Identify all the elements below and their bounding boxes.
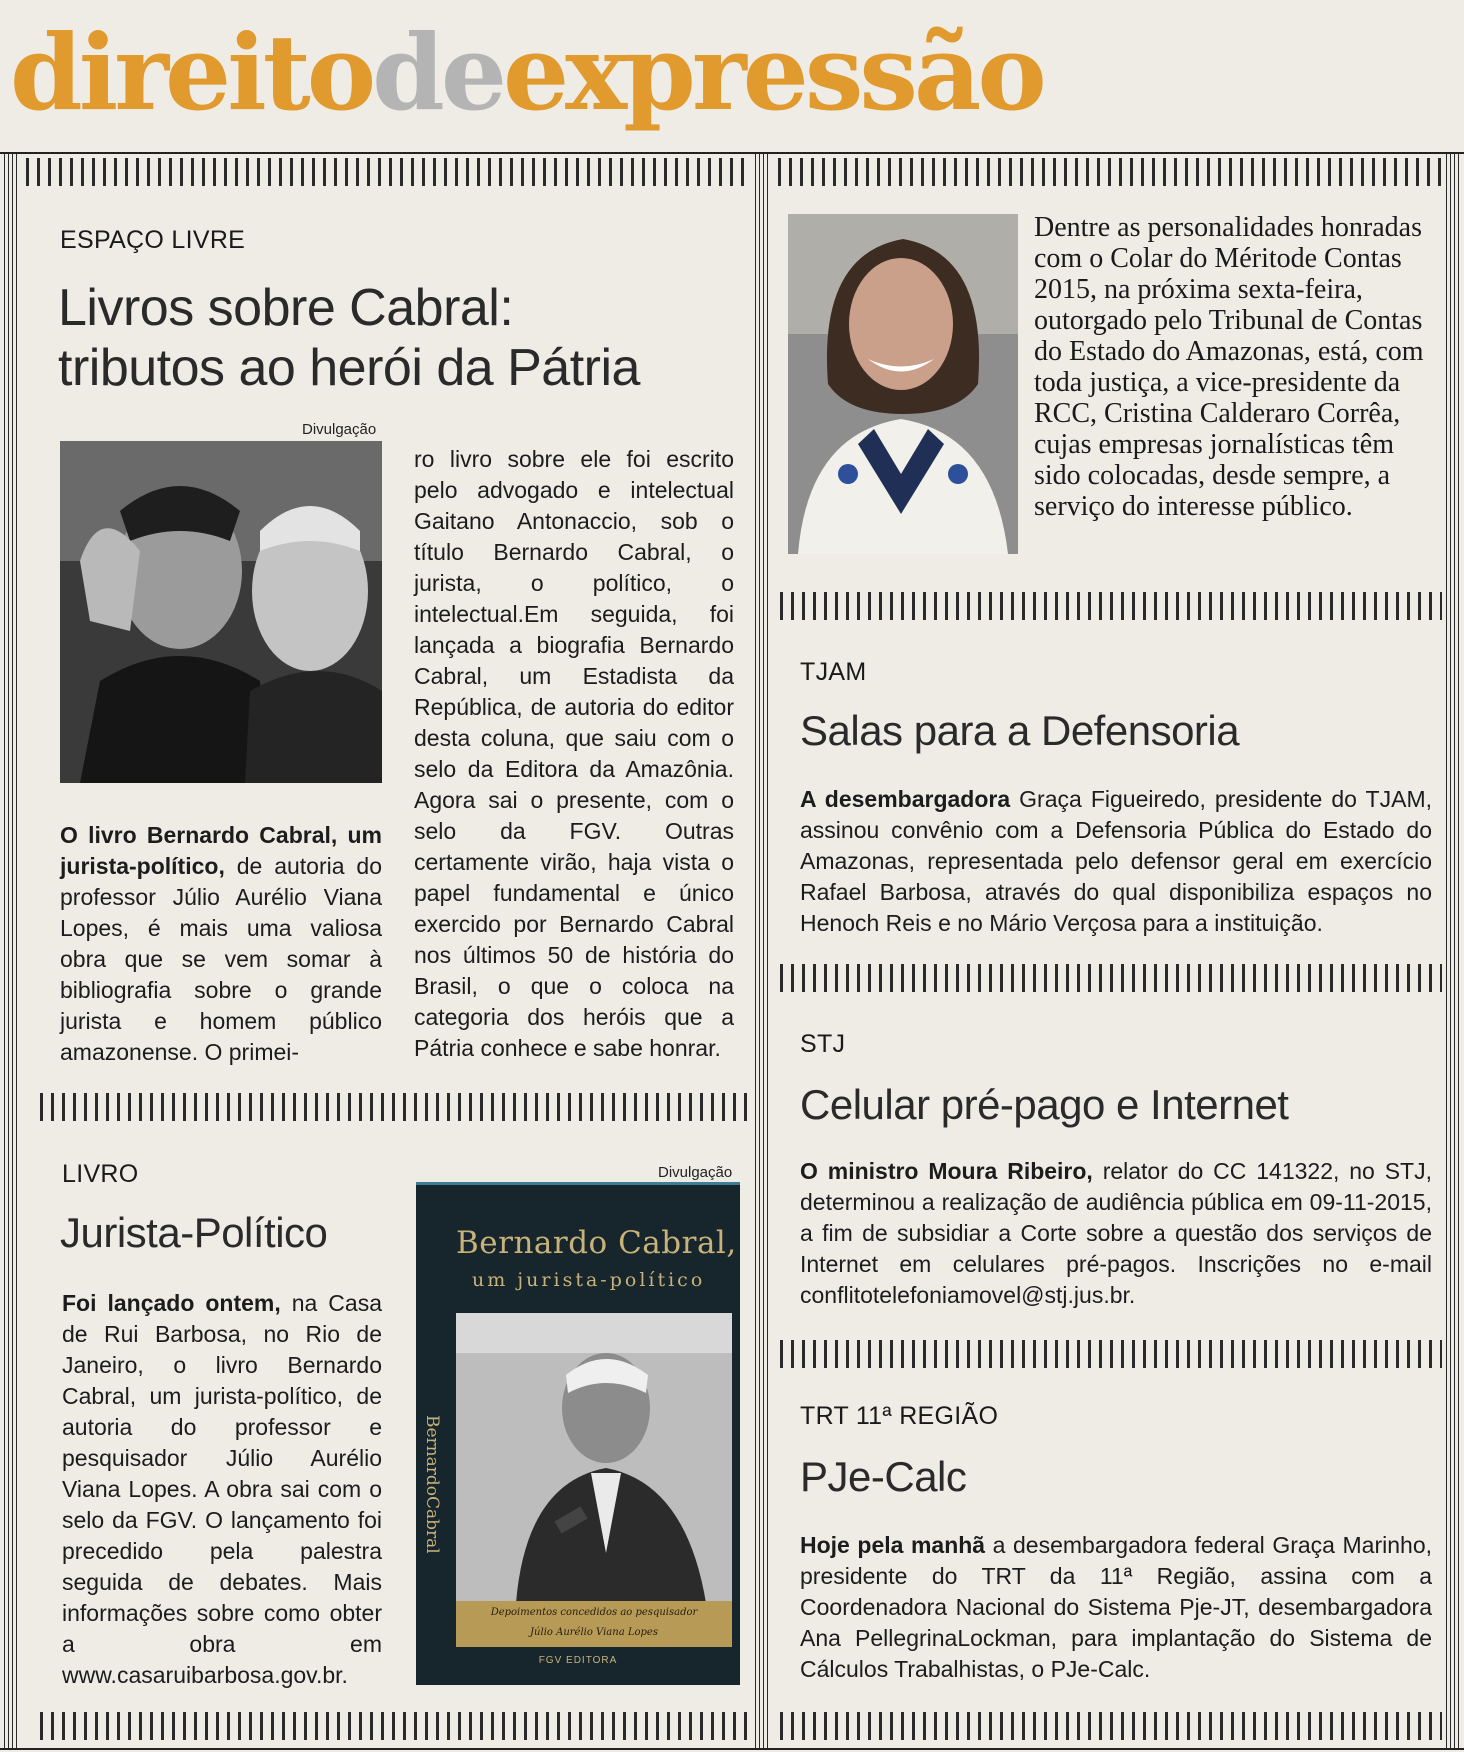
tjam-lead-bold: A desembargadora: [800, 786, 1011, 812]
rule-mid-left: [40, 1093, 750, 1121]
masthead-part-expressao: expressão: [503, 11, 1043, 134]
espaco-livre-kicker: ESPAÇO LIVRE: [60, 226, 246, 254]
trt-kicker: TRT 11ª REGIÃO: [800, 1402, 999, 1430]
espaco-livre-headline-line2: tributos ao herói da Pátria: [58, 339, 640, 397]
cabral-conversation-photo: [60, 441, 382, 783]
masthead-title: [10, 11, 1043, 134]
book-subtitle: um jurista-político: [472, 1269, 706, 1291]
stj-kicker: STJ: [800, 1030, 846, 1058]
espaco-livre-left-body: de autoria do professor Júlio Aurélio Viana Lopes, é mais uma valiosa obra que se vem somar à bibliografia sobre o grande jurista e homem público amazonense. O primei-: [60, 853, 382, 1065]
livro-text: [62, 1288, 382, 1691]
espaco-livre-left-text: [60, 820, 382, 1068]
book-cover-image: [416, 1182, 740, 1685]
book-band-line2: Júlio Aurélio Viana Lopes: [530, 1627, 658, 1638]
tjam-kicker: TJAM: [800, 658, 867, 686]
rule-bottom-right: [780, 1712, 1442, 1740]
rule-right-3: [780, 1340, 1442, 1368]
book-band: [456, 1601, 732, 1647]
frame-bottom-line: [0, 1748, 1464, 1750]
book-cover-photo: [456, 1313, 732, 1603]
masthead-part-de: de: [372, 11, 503, 134]
tjam-headline: Salas para a Defensoria: [800, 707, 1240, 754]
espaco-livre-headline: [58, 278, 748, 398]
trt-headline: PJe-Calc: [800, 1453, 967, 1500]
livro-photo-credit: Divulgação: [658, 1164, 733, 1181]
livro-lead-bold: Foi lançado ontem,: [62, 1290, 281, 1316]
rule-right-2: [780, 964, 1442, 992]
stj-text: [800, 1156, 1432, 1311]
trt-body: a desembargadora federal Graça Marinho, presidente do TRT da 11ª Região, assina com a Coordenadora Nacional do Sistema Pje-JT, desembargadora Ana PellegrinaLockman, para implantação do Sistema de Cálculos Trabalhistas, o PJe-Calc.: [800, 1532, 1433, 1682]
trt-lead-bold: Hoje pela manhã: [800, 1532, 986, 1558]
rule-bottom-left: [40, 1712, 750, 1740]
espaco-livre-photo-credit: Divulgação: [302, 421, 377, 438]
trt-text: [800, 1530, 1432, 1685]
stj-headline: Celular pré-pago e Internet: [800, 1081, 1289, 1128]
livro-headline: Jurista-Político: [60, 1209, 328, 1256]
espaco-livre-right-text: ro livro sobre ele foi escrito pelo advogado e intelectual Gaitano Antonaccio, sob o título Bernardo Cabral, o jurista, o político, o intelectual.Em seguida, foi lançada a biografia Bernardo Cabral, um Estadista da República, de autoria do editor desta coluna, que saiu com o selo da Editora da Amazônia. Agora sai o presente, com o selo da FGV. Outras certamente virão, haja vista o papel fundamental e único exercido por Bernardo Cabral nos últimos 50 de história do Brasil, o que o coloca na categoria dos heróis que a Pátria conhece e sabe honrar.: [414, 446, 734, 1061]
book-spine-text: BernardoCabral: [422, 1415, 442, 1554]
cristina-calderaro-photo: [788, 214, 1018, 554]
book-band-line1: Depoimentos concedidos ao pesquisador: [490, 1607, 698, 1618]
book-publisher: FGV EDITORA: [538, 1655, 618, 1666]
rule-left-edge: [4, 154, 18, 1748]
rule-right-edge: [1446, 154, 1460, 1748]
frame-top-line: [0, 152, 1464, 154]
espaco-livre-lead-bold: O livro Bernardo Cabral, um jurista-político,: [60, 822, 382, 879]
rule-top-right: [778, 158, 1442, 186]
espaco-livre-headline-line1: Livros sobre Cabral:: [58, 279, 514, 337]
masthead-part-direito: direito: [10, 11, 373, 134]
colar-text: Dentre as personalidades honradas com o Colar do Méritode Contas 2015, na próxima sexta-feira, outorgado pelo Tribunal de Contas do Estado do Amazonas, está, com toda justiça, a vice-presidente da RCC, Cristina Calderaro Corrêa, cujas empresas jornalísticas têm sido colocadas, desde sempre, a serviço do interesse público.: [1034, 212, 1424, 522]
tjam-body: Graça Figueiredo, presidente do TJAM, assinou convênio com a Defensoria Pública do Estado do Amazonas, representada pelo defensor geral em exercício Rafael Barbosa, através do qual disponibiliza espaços no Henoch Reis e no Mário Verçosa para a instituição.: [800, 786, 1432, 936]
stj-lead-bold: O ministro Moura Ribeiro,: [800, 1158, 1093, 1184]
rule-right-1: [780, 592, 1442, 620]
livro-body: na Casa de Rui Barbosa, no Rio de Janeiro, o livro Bernardo Cabral, um jurista-político, de autoria do professor e pesquisador Júlio Aurélio Viana Lopes. A obra sai com o selo da FGV. O lançamento foi precedido pela palestra seguida de debates. Mais informações sobre como obter a obra em www.casaruibarbosa.gov.br.: [62, 1290, 383, 1688]
rule-center: [755, 154, 769, 1748]
book-title: Bernardo Cabral,: [456, 1225, 737, 1261]
livro-kicker: LIVRO: [62, 1160, 139, 1188]
rule-top-left: [26, 158, 750, 186]
stj-body: relator do CC 141322, no STJ, determinou a realização de audiência pública em 09-11-2015, a fim de subsidiar a Corte sobre a questão dos serviços de Internet em celulares pré-pagos. Inscrições no e-mail conflitotelefoniamovel@stj.jus.br.: [800, 1158, 1432, 1308]
tjam-text: [800, 784, 1432, 939]
